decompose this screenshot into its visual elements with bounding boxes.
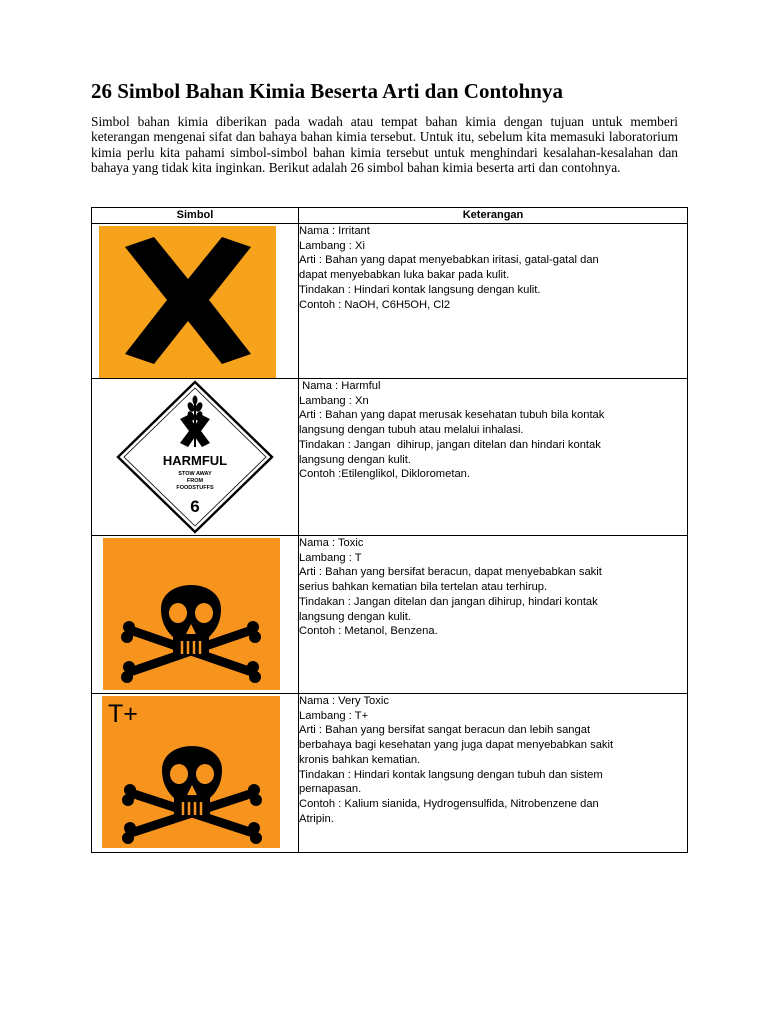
desc-line: Arti : Bahan yang dapat merusak kesehatan tubuh bila kontak [299, 409, 605, 422]
desc-line: Tindakan : Hindari kontak langsung dengan tubuh dan sistem [299, 768, 603, 781]
table-row [92, 536, 688, 694]
header-symbol: Simbol [92, 208, 299, 224]
desc-line: langsung dengan tubuh atau melalui inhalasi. [299, 424, 524, 437]
sign-line: FOODSTUFFS [176, 485, 214, 491]
desc-line: berbahaya bagi kesehatan yang juga dapat menyebabkan sakit [299, 739, 614, 752]
desc-line: Nama : Harmful [299, 380, 381, 392]
table-row [92, 224, 688, 379]
desc-line: dapat menyebabkan luka bakar pada kulit. [299, 269, 510, 282]
desc-line: Tindakan : Jangan ditelan dan jangan dihirup, hindari kontak [299, 595, 598, 608]
desc-line: Arti : Bahan yang bersifat beracun, dapat menyebabkan sakit [299, 566, 602, 579]
desc-line: kronis bahkan kematian. [299, 753, 421, 766]
intro-paragraph: Simbol bahan kimia diberikan pada wadah atau tempat bahan kimia dengan tujuan untuk memberi keterangan mengenai sifat dan bahaya bahan kimia tersebut. Untuk itu, sebelum kita memasuki laboratorium kimia perlu kita pahami simbol-simbol bahan kimia tersebut untuk menghindari kesalahan-kesalahan dan bahaya yang tidak kita inginkan. Berikut adalah 26 simbol bahan kimia beserta arti dan contohnya. [91, 114, 678, 175]
desc-line: langsung dengan kulit. [299, 610, 411, 623]
table-header-row [92, 208, 688, 224]
desc-line: serius bahkan kematian bila tertelan atau terhirup. [299, 581, 548, 594]
description-cell [299, 379, 688, 536]
desc-line: Nama : Irritant [299, 225, 370, 237]
desc-line: Lambang : Xi [299, 239, 365, 252]
page-title: 26 Simbol Bahan Kimia Beserta Arti dan Contohnya [91, 79, 563, 103]
desc-line: Nama : Very Toxic [299, 695, 389, 707]
desc-line: Atripin. [299, 812, 334, 825]
toxic-skull-icon [92, 536, 298, 693]
table-row [92, 379, 688, 536]
desc-line: Nama : Toxic [299, 537, 364, 549]
desc-line: Lambang : Xn [299, 394, 369, 407]
desc-line: pernapasan. [299, 783, 362, 796]
desc-line: Tindakan : Jangan dihirup, jangan ditelan dan hindari kontak [299, 438, 601, 451]
desc-line: Tindakan : Hindari kontak langsung dengan kulit. [299, 283, 541, 296]
symbol-cell [92, 379, 299, 536]
desc-line: Contoh :Etilenglikol, Diklorometan. [299, 468, 471, 481]
desc-line: Contoh : Kalium sianida, Hydrogensulfida, Nitrobenzene dan [299, 797, 599, 810]
table-row [92, 694, 688, 853]
sign-title: HARMFUL [162, 453, 228, 468]
irritant-x-icon [92, 224, 298, 378]
description-cell [299, 694, 688, 853]
sign-line: STOW AWAY [178, 471, 212, 477]
desc-line: Lambang : T+ [299, 709, 369, 722]
description-cell [299, 536, 688, 694]
desc-line: Arti : Bahan yang dapat menyebabkan iritasi, gatal-gatal dan [299, 254, 599, 267]
sign-line: FROM [186, 478, 204, 484]
symbol-cell [92, 224, 299, 379]
header-description: Keterangan [299, 208, 688, 224]
desc-line: Contoh : NaOH, C6H5OH, Cl2 [299, 298, 451, 311]
very-toxic-skull-icon [92, 694, 298, 852]
symbol-cell [92, 694, 299, 853]
harmful-diamond-icon [92, 379, 298, 535]
symbol-table [91, 207, 688, 853]
symbol-cell [92, 536, 299, 694]
desc-line: langsung dengan kulit. [299, 453, 411, 466]
sign-label: T+ [108, 700, 138, 728]
desc-line: Contoh : Metanol, Benzena. [299, 625, 438, 638]
desc-line: Arti : Bahan yang bersifat sangat beracun dan lebih sangat [299, 724, 591, 737]
description-cell [299, 224, 688, 379]
desc-line: Lambang : T [299, 551, 362, 564]
sign-number: 6 [190, 497, 200, 516]
